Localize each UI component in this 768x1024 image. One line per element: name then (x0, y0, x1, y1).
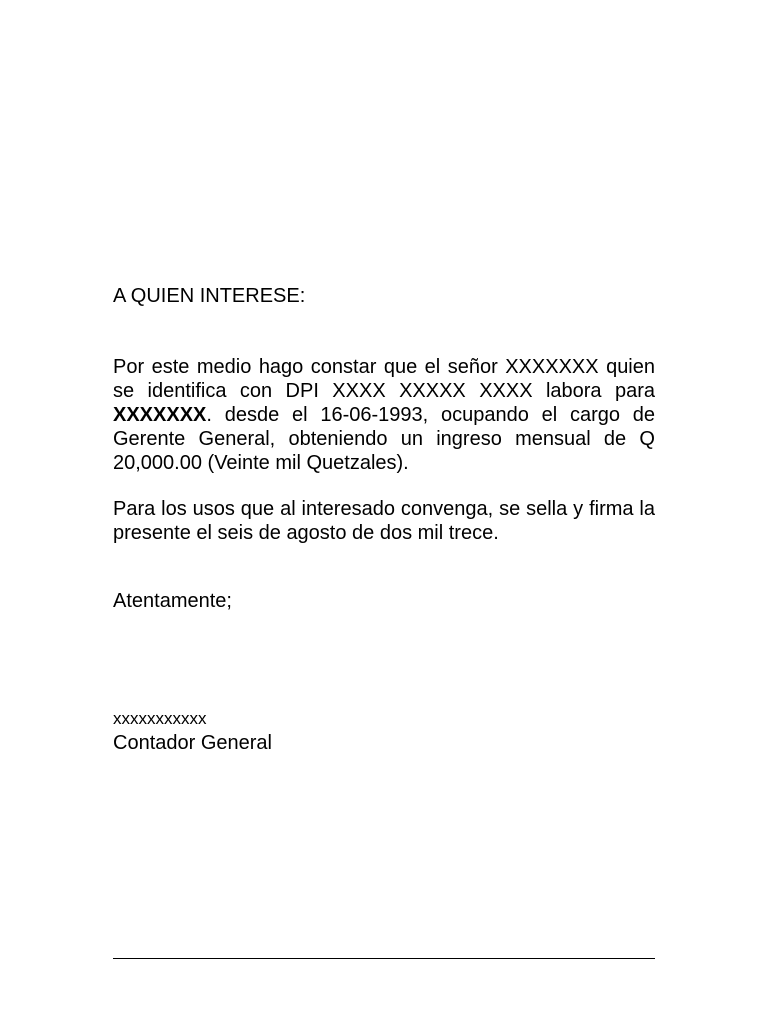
signer-name: xxxxxxxxxxx (113, 709, 207, 728)
paragraph-text-end: . desde el 16-06-1993, ocupando el cargo de Gerente General, obteniendo un ingreso mensual de Q 20,000.00 (Veinte mil Quetzales). (113, 404, 655, 474)
footer-divider (113, 958, 655, 959)
signer-title: Contador General (113, 732, 272, 754)
letter-paragraph-employment (113, 355, 655, 475)
letter-salutation: A QUIEN INTERESE: (113, 285, 306, 307)
letter-closing: Atentamente; (113, 590, 232, 612)
paragraph-text-start: Por este medio hago constar que el señor XXXXXXX quien se identifica con DPI XXXX XXXXX XXXX labora para (113, 356, 655, 402)
company-name: XXXXXXX (113, 404, 207, 426)
letter-paragraph-purpose: Para los usos que al interesado convenga, se sella y firma la presente el seis de agosto de dos mil trece. (113, 498, 655, 544)
